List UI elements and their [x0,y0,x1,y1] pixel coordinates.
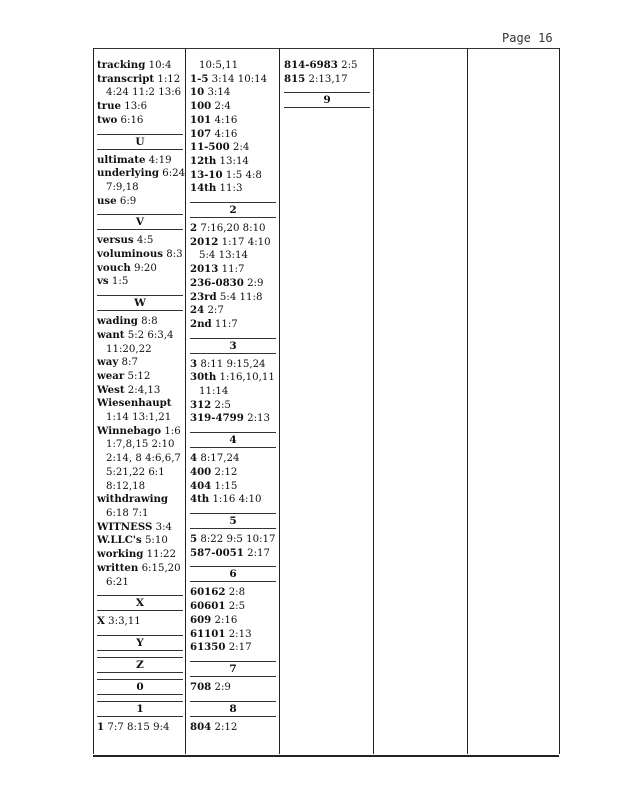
index-entry [190,73,276,87]
page-line-refs: 2:17 [228,642,252,654]
section-letter: 5 [229,514,237,527]
index-term: way [97,356,119,369]
index-entry [190,493,276,507]
index-term: 400 [190,465,212,478]
page-line-refs: 4:16 [214,114,238,126]
section-letter: V [135,216,145,229]
index-entry [190,547,276,561]
index-term: 101 [190,113,212,126]
letter-section-header [190,513,276,529]
index-entry [97,100,185,114]
index-entry-continuation: 1:7,8,15 2:10 [106,439,175,451]
index-entry [97,425,185,439]
column-divider [185,48,186,754]
index-entry [97,615,185,629]
index-entry [97,167,185,181]
index-entry [97,721,185,735]
page-line-refs: 2:5 [228,601,246,613]
page-line-refs: 8:17,24 [200,453,240,465]
page-line-refs: 4:16 [214,128,238,140]
section-letter: Y [136,636,144,649]
index-term: 61101 [190,627,226,640]
index-entry-continuation: 5:4 13:14 [199,250,248,262]
index-entry [190,358,276,372]
letter-section-header [190,701,276,717]
section-letter: W [134,297,146,310]
letter-section-header [97,635,183,651]
index-term: 4th [190,493,210,506]
page-line-refs: 5:4 11:8 [219,291,263,303]
page-line-refs: 11:7 [214,318,238,330]
page-line-refs: 6:9 [119,195,137,207]
section-letter: 6 [229,568,237,581]
page-line-refs: 4:5 [136,235,154,247]
page-number: Page 16 [502,31,553,45]
index-term: 5 [190,532,198,545]
index-entry [190,371,276,385]
page-line-refs: 2:5 [214,399,231,411]
index-term: 1-5 [190,72,209,85]
column-divider [279,48,280,754]
index-entry [190,452,276,466]
page-line-refs: 2:16 [214,614,238,626]
page-line-refs: 5:2 6:3,4 [127,329,174,341]
letter-section-header [97,214,183,230]
index-entry [190,236,276,250]
column-divider [93,48,94,754]
page-line-refs: 1:6 [164,425,181,437]
index-term: tracking [97,59,146,71]
page-line-refs: 2:17 [247,547,270,559]
index-entry [190,291,276,305]
index-term: use [97,194,117,207]
page-line-refs: 8:3 [166,249,183,261]
index-term: 815 [284,72,306,85]
letter-section-header [97,701,183,717]
index-term: 10 [190,86,205,99]
index-term: W.LLC's [97,534,142,547]
index-term: 2 [190,222,198,235]
section-letter: 1 [136,702,144,715]
index-term: West [97,383,125,396]
index-entry [190,681,276,695]
index-term: working [97,548,144,561]
page-line-refs: 1:12 [157,73,181,85]
page-line-refs: 6:16 [120,114,144,126]
index-term: 100 [190,100,212,113]
page-line-refs: 2:4 [214,101,231,113]
page-line-refs: 1:16 4:10 [212,494,262,506]
page-line-refs: 11:7 [221,264,245,276]
section-letter: 4 [229,434,237,447]
index-entry-continuation: 2:14, 8 4:6,6,7 [106,453,181,465]
index-term: voluminous [97,248,163,261]
page-line-refs: 2:9 [247,277,264,289]
page-line-refs: 2:12 [214,721,238,733]
index-entry [284,73,370,87]
index-entry [97,384,185,398]
index-term: underlying [97,167,159,180]
letter-section-header [284,92,370,108]
index-term: 3 [190,357,198,370]
index-entry [190,304,276,318]
index-entry [97,329,185,343]
page-line-refs: 3:4 [155,521,173,533]
index-entry [97,114,185,128]
index-term: 24 [190,304,205,317]
index-entry [97,275,185,289]
page-line-refs: 11:3 [219,183,243,195]
index-term: 312 [190,398,212,411]
index-entry [97,234,185,248]
index-entry [190,169,276,183]
page-line-refs: 6:24 [162,168,186,180]
index-entry-continuation: 7:9,18 [106,181,139,193]
index-term: 609 [190,613,212,626]
index-entry [190,222,276,236]
index-column-1 [97,59,185,735]
index-entry-continuation: 6:18 7:1 [106,507,149,519]
index-entry-continuation: 10:5,11 [199,60,239,71]
page-line-refs: 3:3,11 [108,616,141,628]
index-term: want [97,328,125,341]
index-term: 319-4799 [190,412,244,425]
section-letter: 3 [229,339,237,352]
index-term: versus [97,234,134,247]
index-entry [97,73,185,87]
letter-section-header [97,679,183,695]
section-letter: 8 [229,702,237,715]
page-line-refs: 2:9 [214,681,231,693]
letter-section-header [97,295,183,311]
index-term: vouch [97,261,131,274]
section-letter: 7 [229,662,237,675]
page-line-refs: 3:14 10:14 [211,73,268,85]
index-entry [190,412,276,426]
index-entry [97,356,185,370]
index-entry [190,114,276,128]
index-term: 587-0051 [190,546,244,559]
index-entry [190,182,276,196]
index-entry-continuation: 11:20,22 [106,343,152,355]
index-entry [190,263,276,277]
index-term: 11-500 [190,141,230,154]
index-entry-continuation: 1:14 13:1,21 [106,412,172,424]
letter-section-header [190,432,276,448]
section-letter: 9 [323,94,331,107]
page-line-refs: 1:5 4:8 [225,169,262,181]
page-line-refs: 2:7 [207,305,224,317]
index-entry [97,262,185,276]
index-column-2 [190,59,276,734]
section-letter: X [135,597,145,610]
page-line-refs: 1:16,10,11 [219,372,275,384]
column-divider [373,48,374,754]
index-entry [190,155,276,169]
page-line-refs: 11:22 [146,549,177,561]
index-entry [97,397,185,411]
index-entry [190,721,276,735]
index-term: wading [97,315,138,328]
index-entry [190,277,276,291]
page-line-refs: 5:10 [144,535,168,547]
letter-section-header [190,338,276,354]
index-entry [97,548,185,562]
index-term: 708 [190,680,212,693]
letter-section-header [190,202,276,218]
index-entry [190,466,276,480]
section-letter: 2 [229,204,237,217]
index-term: written [97,561,139,574]
page-line-refs: 10:4 [148,60,172,71]
page-line-refs: 8:7 [121,357,138,369]
index-term: 236-0830 [190,276,244,289]
page-line-refs: 8:22 9:5 10:17 [200,533,276,545]
index-term: 61350 [190,641,226,654]
page-line-refs: 5:12 [127,370,151,382]
page-line-refs: 13:6 [124,101,148,113]
index-entry [97,562,185,576]
letter-section-header [97,657,183,673]
index-term: 13-10 [190,168,223,181]
page-line-refs: 13:14 [219,155,249,167]
index-entry [97,195,185,209]
index-term: 4 [190,452,198,465]
index-term: 2nd [190,317,212,330]
page-line-refs: 2:4,13 [127,384,161,396]
letter-section-header [190,566,276,582]
page-line-refs: 7:16,20 8:10 [200,223,266,235]
index-entry [190,100,276,114]
page-line-refs: 6:15,20 [141,562,181,574]
index-term: withdrawing [97,493,169,506]
index-term: Winnebago [97,424,162,437]
page-line-refs: 2:12 [214,466,238,478]
index-term: true [97,100,121,113]
page-line-refs: 2:8 [228,587,246,599]
page-line-refs: 9:20 [133,262,157,274]
index-term: 404 [190,479,212,492]
index-term: 814-6983 [284,59,338,71]
index-entry [190,86,276,100]
index-term: two [97,113,118,126]
page-line-refs: 2:4 [232,142,250,154]
index-entry [97,154,185,168]
section-letter: Z [136,658,144,671]
index-term: 60162 [190,586,226,599]
page-line-refs: 2:5 [341,60,358,71]
letter-section-header [190,661,276,677]
page-line-refs: 7:7 8:15 9:4 [107,721,170,733]
index-term: Wiesenhaupt [97,397,172,410]
column-divider [559,48,560,754]
index-term: transcript [97,72,155,85]
index-column-3 [284,59,370,112]
index-term: 804 [190,720,212,733]
page-line-refs: 8:8 [141,316,158,328]
page-line-refs: 2:13 [228,628,252,640]
index-term: wear [97,369,125,382]
index-entry [190,600,276,614]
index-term: X [97,615,105,628]
index-entry [190,128,276,142]
index-term: 60601 [190,600,226,613]
page-line-refs: 2:13,17 [308,73,348,85]
index-entry [190,628,276,642]
index-term: 1 [97,720,105,733]
index-entry [97,534,185,548]
letter-section-header [97,595,183,611]
index-entry-continuation: 6:21 [106,576,129,588]
index-term: 2012 [190,235,219,248]
letter-section-header [97,134,183,150]
index-entry [97,248,185,262]
index-term: ultimate [97,153,146,166]
page-line-refs: 3:14 [207,87,231,99]
index-entry [190,480,276,494]
index-entry [190,533,276,547]
page-line-refs: 8:11 9:15,24 [200,358,266,370]
index-term: 2013 [190,263,219,276]
page-line-refs: 4:19 [148,154,172,166]
index-entry [284,59,370,73]
page-line-refs: 1:15 [214,480,238,492]
index-entry [190,399,276,413]
section-letter: 0 [136,680,144,693]
index-entry-continuation: 5:21,22 6:1 [106,466,165,478]
index-entry-continuation: 8:12,18 [106,480,146,492]
column-divider [467,48,468,754]
index-entry [97,493,185,507]
index-entry [190,141,276,155]
page-line-refs: 2:13 [247,413,270,425]
index-entry [190,586,276,600]
index-entry-continuation: 11:14 [199,386,229,398]
index-term: 30th [190,371,217,384]
index-entry-continuation: 4:24 11:2 13:6 [106,87,182,99]
index-entry [97,521,185,535]
section-letter: U [135,135,145,148]
index-term: 14th [190,182,217,195]
index-term: 12th [190,154,217,167]
page-line-refs: 1:5 [111,276,129,288]
index-entry [97,59,185,73]
index-entry [97,315,185,329]
index-term: WITNESS [97,520,153,533]
index-entry [190,318,276,332]
index-entry [190,614,276,628]
index-entry [190,641,276,655]
index-entry [97,370,185,384]
index-term: vs [97,275,109,288]
index-term: 107 [190,127,212,140]
index-term: 23rd [190,290,217,303]
page-line-refs: 1:17 4:10 [221,236,271,248]
